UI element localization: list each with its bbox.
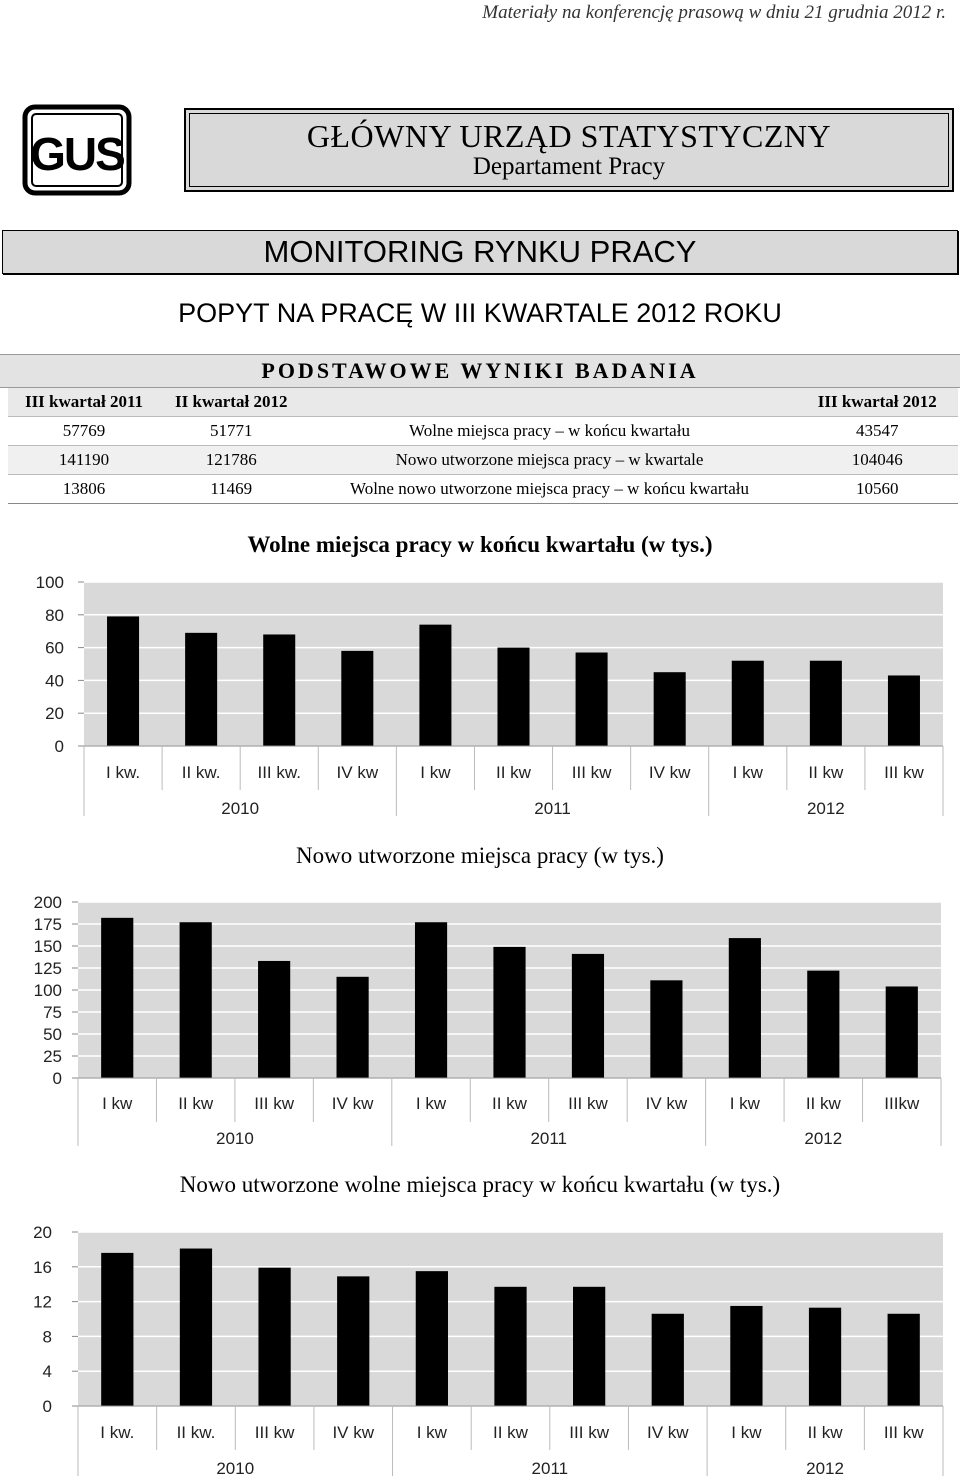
category-label: II kw [496,763,531,782]
category-label: II kw. [181,763,221,782]
category-label: II kw [492,1094,527,1113]
institution-name: GŁÓWNY URZĄD STATYSTYCZNY [306,118,832,154]
y-tick-label: 20 [33,1223,52,1242]
category-label: I kw [732,763,763,782]
header-q3-2011: III kwartał 2011 [8,388,160,417]
y-tick-label: 150 [33,937,62,956]
results-table [8,388,958,504]
y-tick-label: 0 [54,737,64,756]
bar [341,651,373,746]
table-row [8,475,958,504]
bar [652,1314,684,1406]
category-label: IV kw [648,763,691,782]
bar [419,625,451,746]
y-tick-label: 100 [35,573,64,592]
y-tick-label: 16 [33,1257,52,1277]
chart-2-title: Nowo utworzone miejsca pracy (w tys.) [296,843,664,868]
bar [888,675,920,746]
bar [807,971,839,1078]
chart-vacancies [0,568,960,820]
y-tick-label: 12 [33,1292,52,1312]
bar [654,672,686,746]
y-tick-label: 8 [42,1327,52,1347]
bar [576,653,608,746]
y-tick-label: 200 [33,893,62,912]
results-title: PODSTAWOWE WYNIKI BADANIA [0,354,960,388]
header-q2-2012: II kwartał 2012 [160,388,303,417]
cell-value: 51771 [160,417,303,446]
category-label: I kw. [106,763,141,782]
category-label: I kw [416,1423,447,1442]
bar [263,634,295,746]
table-header-row [8,388,958,417]
chart-1-title: Wolne miejsca pracy w końcu kwartału (w tys.) [247,532,713,557]
group-label: 2011 [534,799,571,818]
y-tick-label: 75 [43,1003,62,1022]
header-q3-2012: III kwartał 2012 [797,388,959,417]
category-label: IV kw [331,1094,374,1113]
y-tick-label: 0 [42,1397,52,1416]
y-tick-label: 175 [33,915,62,934]
department-name: Departament Pracy [472,153,666,180]
category-label: III kw [568,1094,608,1113]
group-label: 2010 [215,1129,254,1148]
bar [497,648,529,746]
bar [101,1253,133,1406]
cell-value: 10560 [797,475,959,504]
bar [810,661,842,746]
row-label: Wolne nowo utworzone miejsca pracy – w końcu kwartału [303,475,797,504]
category-label: II kw [178,1094,214,1113]
category-label: III kw [569,1423,609,1442]
category-label: I kw [415,1094,447,1113]
row-label: Wolne miejsca pracy – w końcu kwartału [303,417,797,446]
y-tick-label: 60 [45,638,64,658]
group-label: 2011 [531,1459,569,1476]
bar [494,1287,526,1406]
logo-text: GUS [30,128,124,180]
category-label: I kw [102,1094,133,1113]
bar [337,977,369,1078]
category-label: I kw [731,1423,762,1442]
y-tick-label: 100 [33,981,62,1000]
cell-value: 13806 [8,475,160,504]
cell-value: 11469 [160,475,303,504]
group-label: 2012 [804,1129,843,1148]
category-label: IV kw [336,763,379,782]
table-row [8,446,958,475]
group-label: 2012 [806,1459,844,1476]
bar [888,1314,920,1406]
y-tick-label: 20 [45,704,64,724]
category-label: II kw. [176,1423,216,1442]
bar [107,616,139,746]
bar [730,1306,762,1406]
y-tick-label: 50 [43,1025,62,1044]
category-label: I kw. [100,1423,135,1442]
category-label: II kw [805,1094,841,1113]
category-label: II kw [807,1423,843,1442]
bar [258,1268,290,1406]
category-label: III kw. [257,763,301,782]
category-label: III kw [254,1423,295,1442]
gus-logo [22,104,132,196]
category-label: IV kw [646,1423,689,1442]
chart-new-jobs [0,886,960,1148]
bar [101,918,133,1078]
bar [416,1271,448,1406]
group-label: 2012 [806,799,845,818]
bar [886,986,918,1078]
group-label: 2011 [530,1129,568,1148]
y-tick-label: 25 [43,1047,62,1066]
institution-header [184,108,954,192]
bar [573,1287,605,1406]
category-label: I kw [729,1094,760,1113]
bar [180,1249,212,1406]
category-label: IV kw [332,1423,375,1442]
bar [572,954,604,1078]
bar [258,961,290,1078]
category-label: III kw [571,763,612,782]
bar [809,1308,841,1406]
bar [732,661,764,746]
category-label: IV kw [645,1094,688,1113]
y-tick-label: 125 [33,959,62,978]
bar [180,922,212,1078]
y-tick-label: 40 [45,671,64,691]
report-subtitle: POPYT NA PRACĘ W III KWARTALE 2012 ROKU [178,298,782,328]
chart-3-title: Nowo utworzone wolne miejsca pracy w końcu kwartału (w tys.) [179,1172,781,1197]
cell-value: 121786 [160,446,303,475]
y-tick-label: 80 [45,605,64,625]
group-label: 2010 [221,799,260,818]
bar [185,633,217,746]
category-label: III kw [254,1094,294,1113]
table-row [8,417,958,446]
cell-value: 57769 [8,417,160,446]
bar [415,922,447,1078]
bar [650,980,682,1078]
category-label: I kw [420,763,451,782]
y-tick-label: 4 [42,1362,52,1382]
row-label: Nowo utworzone miejsca pracy – w kwartale [303,446,797,475]
category-label: II kw [493,1423,528,1442]
bar [493,947,525,1078]
category-label: III kw [883,1423,924,1442]
monitoring-title: MONITORING RYNKU PRACY [2,230,958,274]
y-tick-label: 0 [52,1069,62,1088]
cell-value: 141190 [8,446,160,475]
category-label: II kw [808,763,844,782]
chart-new-vacancies [0,1218,960,1476]
category-label: III kw [884,763,924,782]
bar [337,1276,369,1406]
group-label: 2010 [216,1459,255,1476]
cell-value: 104046 [797,446,959,475]
press-note: Materiały na konferencję prasową w dniu 21 grudnia 2012 r. [482,2,946,23]
bar [729,938,761,1078]
header-label [303,388,797,417]
category-label: IIIkw [884,1094,920,1113]
cell-value: 43547 [797,417,959,446]
